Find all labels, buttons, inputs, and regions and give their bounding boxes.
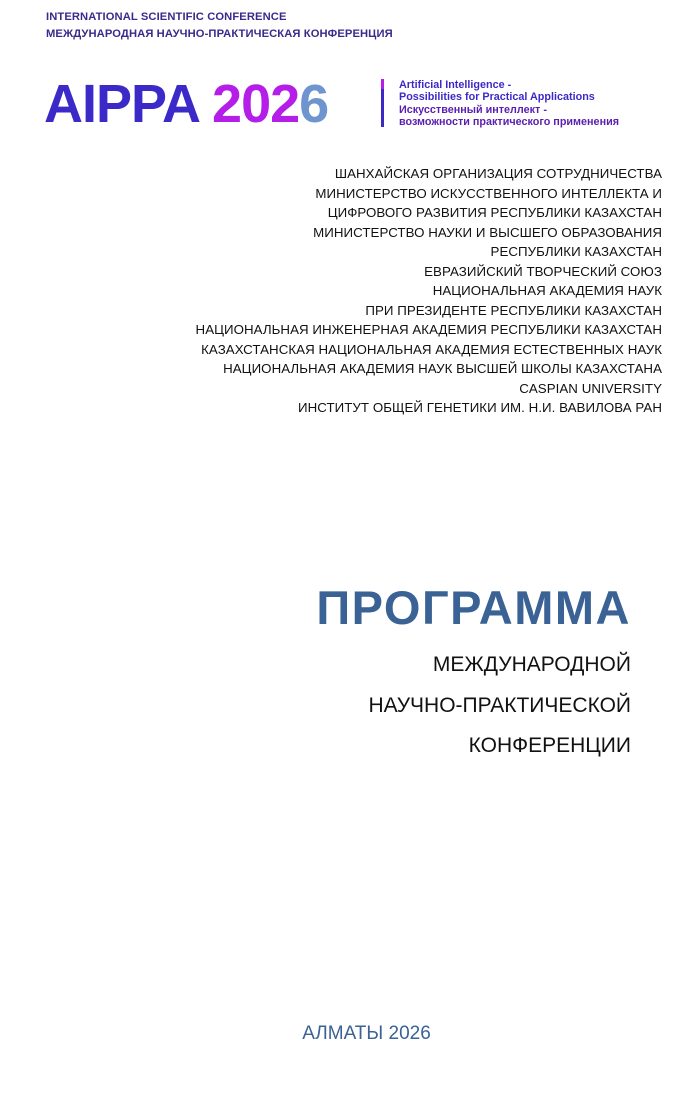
program-subtitle-line-1: МЕЖДУНАРОДНОЙ xyxy=(432,653,631,676)
organizer-line: МИНИСТЕРСТВО ИСКУССТВЕННОГО ИНТЕЛЛЕКТА И xyxy=(315,185,662,201)
organizer-line: CASPIAN UNIVERSITY xyxy=(519,380,662,396)
header-line-ru: МЕЖДУНАРОДНАЯ НАУЧНО-ПРАКТИЧЕСКАЯ КОНФЕРЕНЦИЯ xyxy=(46,28,393,40)
organizer-line: РЕСПУБЛИКИ КАЗАХСТАН xyxy=(490,244,662,259)
organizer-line: КАЗАХСТАНСКАЯ НАЦИОНАЛЬНАЯ АКАДЕМИЯ ЕСТЕСТВЕННЫХ НАУК xyxy=(201,341,662,357)
organizers-list xyxy=(196,164,662,418)
program-title: ПРОГРАММА xyxy=(316,581,631,634)
organizer-line: НАЦИОНАЛЬНАЯ АКАДЕМИЯ НАУК ВЫСШЕЙ ШКОЛЫ КАЗАХСТАНА xyxy=(223,361,662,376)
program-subtitle xyxy=(368,645,631,767)
program-subtitle-line-3: КОНФЕРЕНЦИИ xyxy=(468,734,631,757)
logo-year-last: 6 xyxy=(299,74,329,134)
logo-subtitle xyxy=(399,80,619,128)
logo-subtitle-ru-1: Искусственный интеллект - xyxy=(399,104,547,116)
organizer-line: ПРИ ПРЕЗИДЕНТЕ РЕСПУБЛИКИ КАЗАХСТАН xyxy=(365,302,662,318)
logo-wordmark xyxy=(44,74,328,134)
logo-subtitle-en-1: Artificial Intelligence - xyxy=(399,79,512,91)
logo-subtitle-en-2: Possibilities for Practical Applications xyxy=(399,90,595,103)
logo-year-main: 202 xyxy=(212,74,300,134)
header-line-en: INTERNATIONAL SCIENTIFIC CONFERENCE xyxy=(46,11,287,23)
organizer-line: ЦИФРОВОГО РАЗВИТИЯ РЕСПУБЛИКИ КАЗАХСТАН xyxy=(327,205,662,220)
organizer-line: ИНСТИТУТ ОБЩЕЙ ГЕНЕТИКИ ИМ. Н.И. ВАВИЛОВА РАН xyxy=(297,400,662,415)
city-year: АЛМАТЫ 2026 xyxy=(302,1023,431,1044)
organizer-line: ШАНХАЙСКАЯ ОРГАНИЗАЦИЯ СОТРУДНИЧЕСТВА xyxy=(334,166,662,181)
conference-header xyxy=(46,9,393,43)
logo-subtitle-ru-2: возможности практического применения xyxy=(399,115,620,128)
organizer-line: ЕВРАЗИЙСКИЙ ТВОРЧЕСКИЙ СОЮЗ xyxy=(424,263,662,279)
organizer-line: НАЦИОНАЛЬНАЯ ИНЖЕНЕРНАЯ АКАДЕМИЯ РЕСПУБЛИКИ КАЗАХСТАН xyxy=(195,322,662,337)
logo-divider xyxy=(381,79,384,127)
logo-name: AIPPA xyxy=(44,74,199,134)
organizer-line: МИНИСТЕРСТВО НАУКИ И ВЫСШЕГО ОБРАЗОВАНИЯ xyxy=(313,224,662,240)
organizer-line: НАЦИОНАЛЬНАЯ АКАДЕМИЯ НАУК xyxy=(432,283,662,298)
program-subtitle-line-2: НАУЧНО-ПРАКТИЧЕСКОЙ xyxy=(368,693,631,717)
